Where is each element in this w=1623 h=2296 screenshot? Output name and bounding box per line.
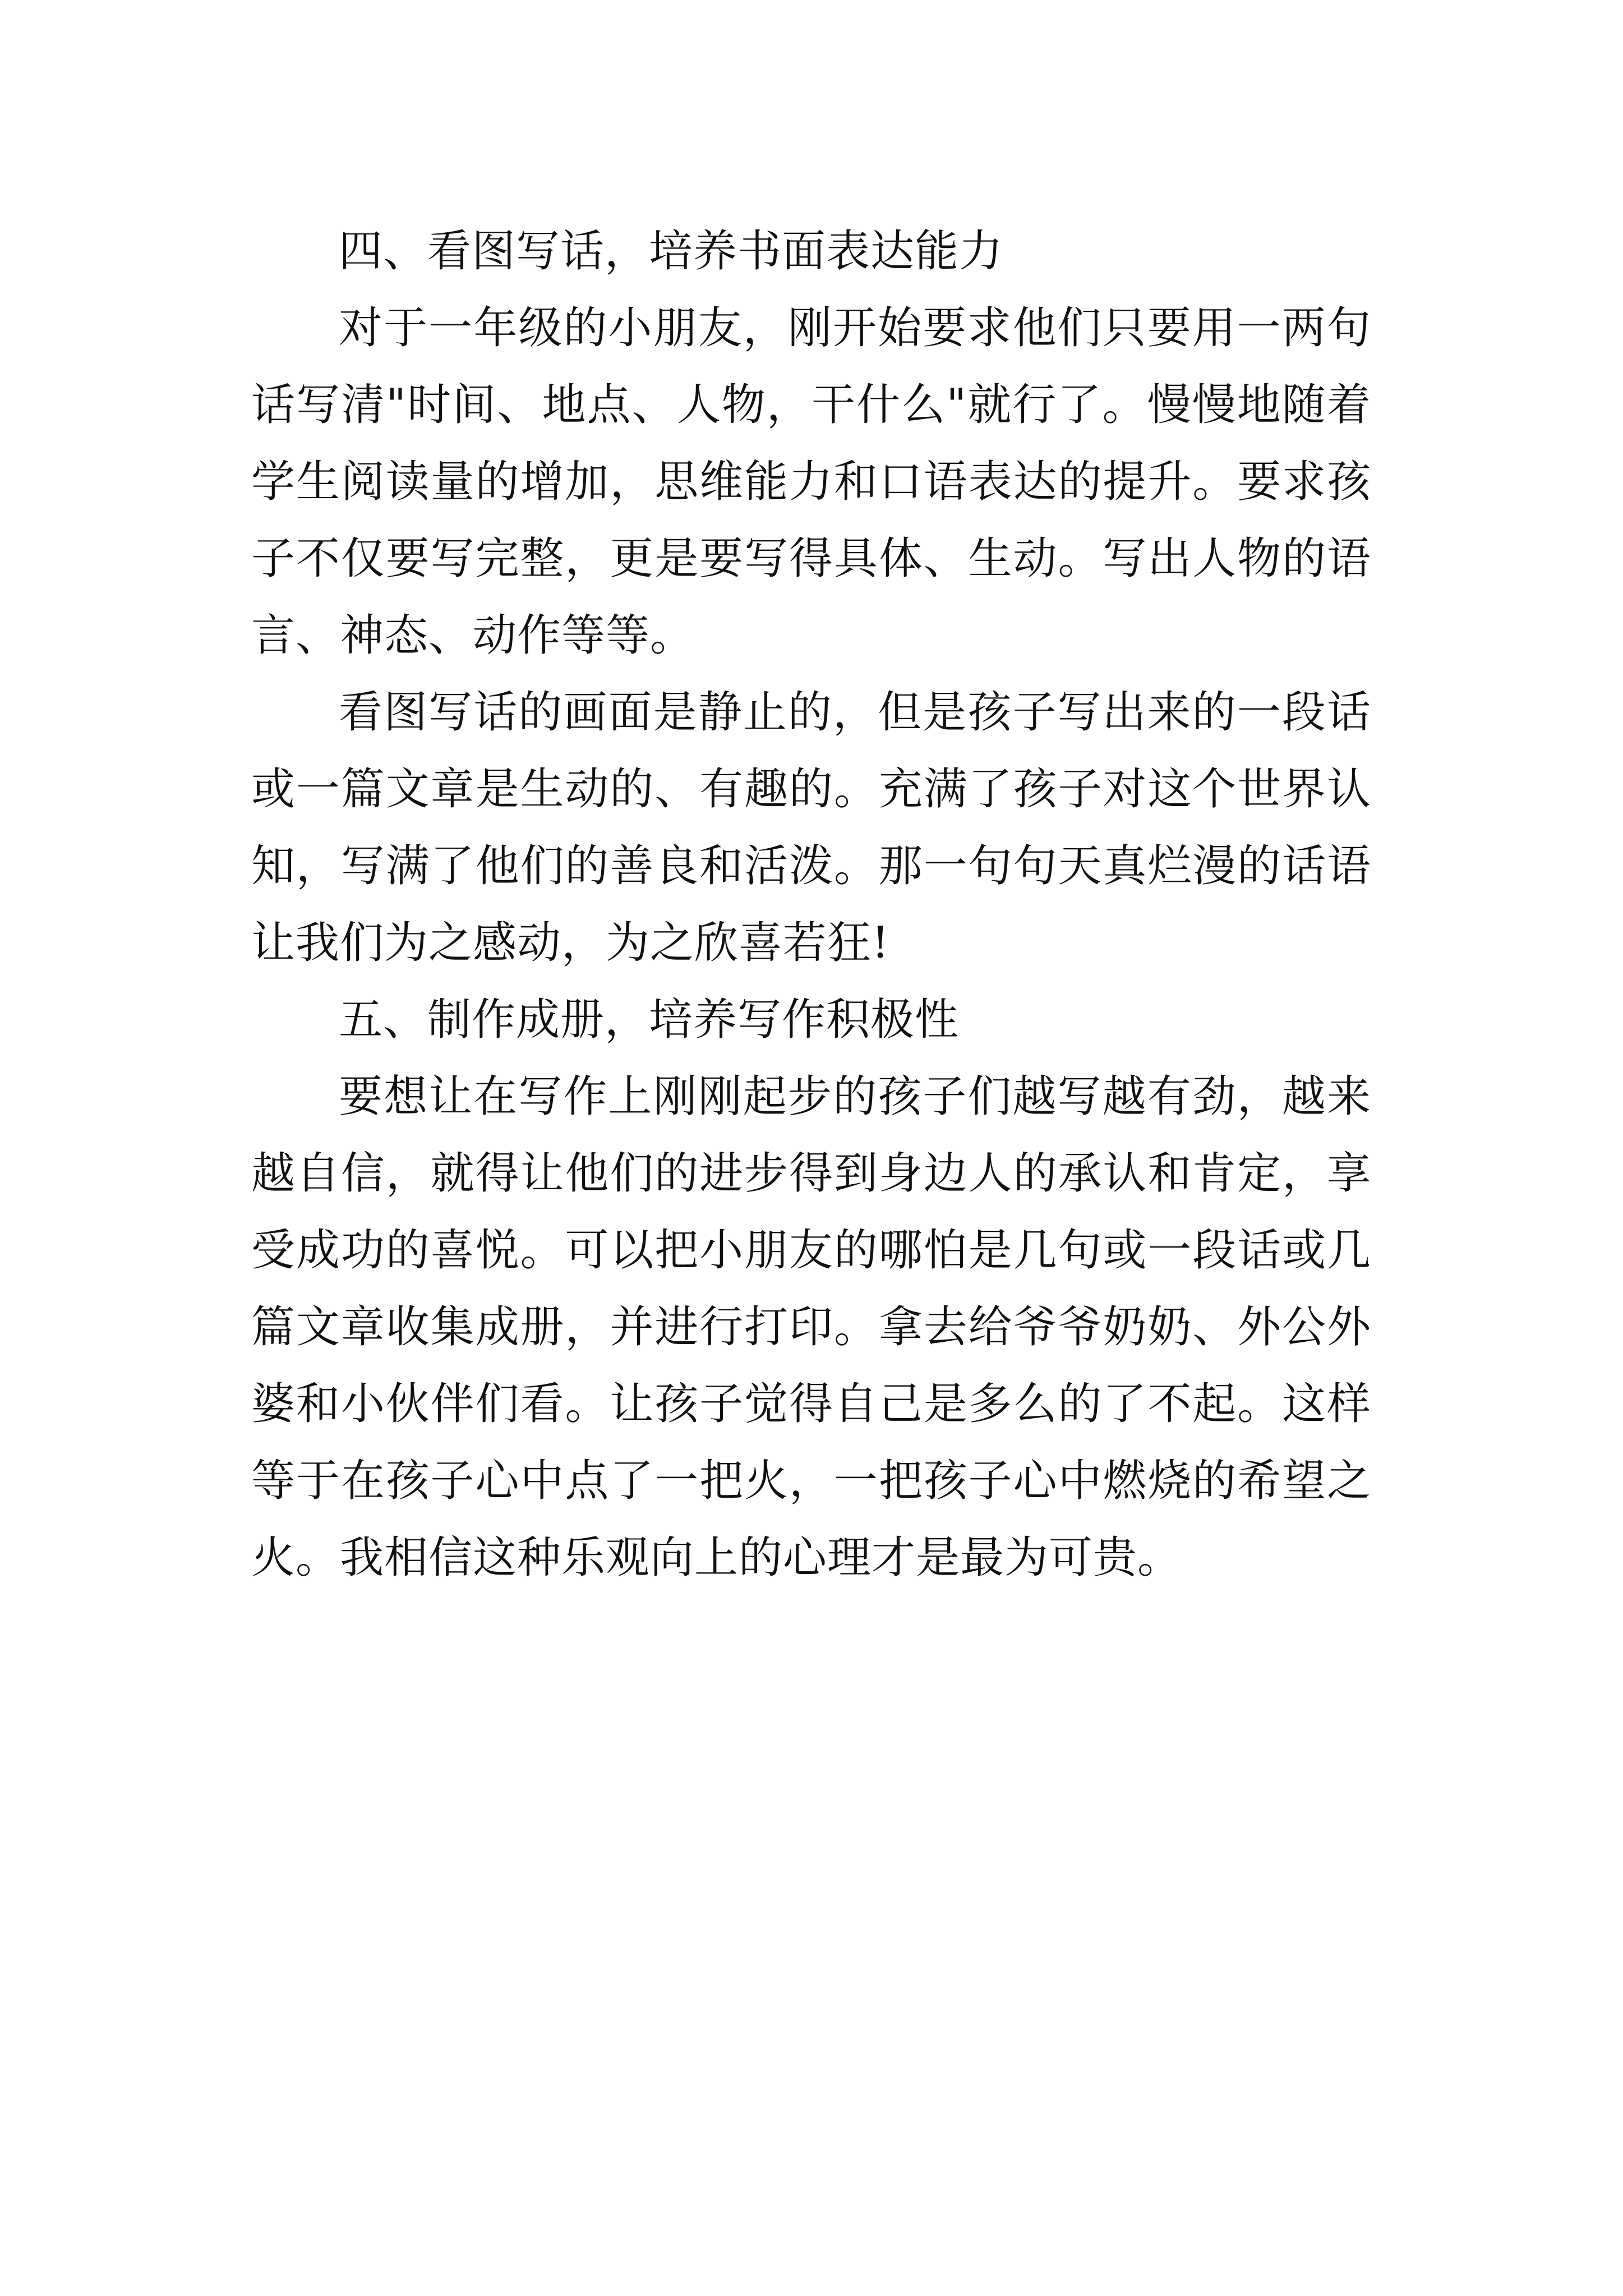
section-heading-4: 四、看图写话，培养书面表达能力 [339,226,1004,277]
section-heading-5: 五、制作成册，培养写作积极性 [339,995,960,1045]
body-paragraph: 要想让在写作上刚刚起步的孩子们越写越有劲，越来越自信，就得让他们的进步得到身边人的承认和肯定，享受成功的喜悦。可以把小朋友的哪怕是几句或一段话或几篇文章收集成册，并进行打印。拿去给爷爷奶奶、外公外婆和小伙伴们看。让孩子觉得自己是多么的了不起。这样等于在孩子心中点了一把火，一把孩子心中燃烧的希望之火。我相信这种乐观向上的心理才是最为可贵。 [251,1071,1371,1583]
body-paragraph: 对于一年级的小朋友，刚开始要求他们只要用一两句话写清"时间、地点、人物，干什么"就行了。慢慢地随着学生阅读量的增加，思维能力和口语表达的提升。要求孩子不仅要写完整，更是要写得具体、生动。写出人物的语言、神态、动作等等。 [251,303,1371,661]
document-body [251,213,1371,1596]
body-paragraph: 看图写话的画面是静止的，但是孩子写出来的一段话或一篇文章是生动的、有趣的。充满了孩子对这个世界认知，写满了他们的善良和活泼。那一句句天真烂漫的话语让我们为之感动，为之欣喜若狂! [251,687,1371,968]
